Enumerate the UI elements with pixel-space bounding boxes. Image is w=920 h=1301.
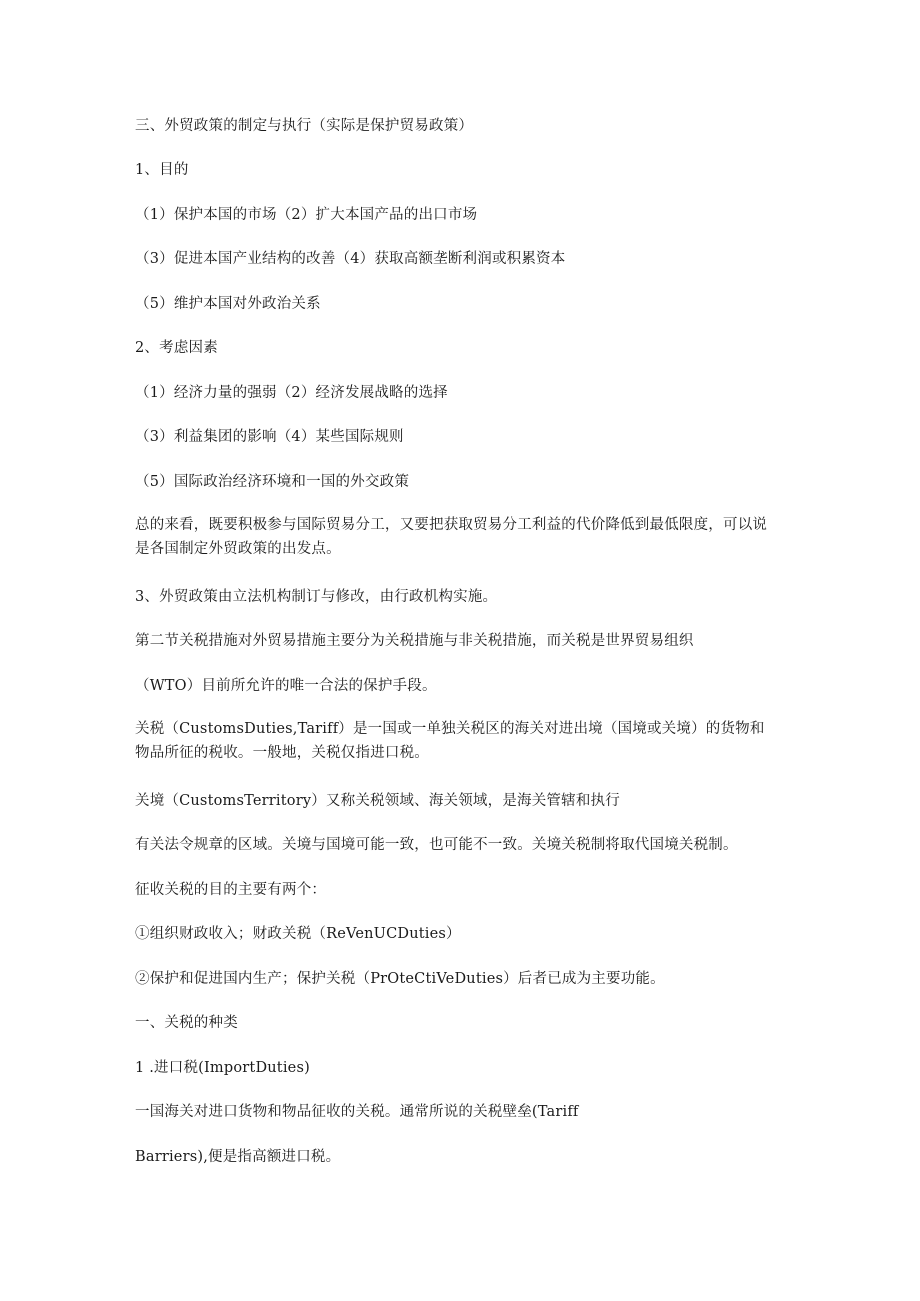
list-item: （5）维护本国对外政治关系 xyxy=(135,296,321,312)
list-item: ②保护和促进国内生产；保护关税（PrOteCtiVeDuties）后者已成为主要功能。 xyxy=(135,971,665,987)
paragraph: 关境（CustomsTerritory）又称关税领域、海关领域，是海关管辖和执行 xyxy=(135,793,620,809)
paragraph: 3、外贸政策由立法机构制订与修改，由行政机构实施。 xyxy=(135,589,498,605)
list-item: （3）促进本国产业结构的改善（4）获取高额垄断利润或积累资本 xyxy=(135,251,566,267)
subheading-import-duties: 1 .进口税(ImportDuties) xyxy=(135,1060,310,1076)
subheading-factors: 2、考虑因素 xyxy=(135,340,218,356)
paragraph: 一国海关对进口货物和物品征收的关税。通常所说的关税壁垒(Tariff xyxy=(135,1104,579,1120)
paragraph-section-2: 第二节关税措施对外贸易措施主要分为关税措施与非关税措施，而关税是世界贸易组织 xyxy=(135,633,694,649)
paragraph: 征收关税的目的主要有两个： xyxy=(135,882,327,898)
section-heading-tariff-types: 一、关税的种类 xyxy=(135,1015,238,1031)
list-item: （1）经济力量的强弱（2）经济发展战略的选择 xyxy=(135,385,448,401)
section-heading-3: 三、外贸政策的制定与执行（实际是保护贸易政策） xyxy=(135,118,474,134)
list-item: （5）国际政治经济环境和一国的外交政策 xyxy=(135,474,410,490)
paragraph-tariff-definition: 关税（CustomsDuties,Tariff）是一国或一单独关税区的海关对进出境（国境或关境）的货物和物品所征的税收。一般地，关税仅指进口税。 xyxy=(135,721,765,761)
paragraph: 有关法令规章的区域。关境与国境可能一致，也可能不一致。关境关税制将取代国境关税制。 xyxy=(135,837,738,853)
paragraph-summary: 总的来看，既要积极参与国际贸易分工，又要把获取贸易分工利益的代价降低到最低限度，可以说是各国制定外贸政策的出发点。 xyxy=(135,517,768,557)
list-item: ①组织财政收入；财政关税（ReVenUCDuties） xyxy=(135,926,461,942)
paragraph: （WTO）目前所允许的唯一合法的保护手段。 xyxy=(135,678,437,694)
subheading-purpose: 1、目的 xyxy=(135,162,189,178)
list-item: （1）保护本国的市场（2）扩大本国产品的出口市场 xyxy=(135,207,478,223)
paragraph: Barriers),便是指高额进口税。 xyxy=(135,1149,341,1165)
list-item: （3）利益集团的影响（4）某些国际规则 xyxy=(135,429,404,445)
